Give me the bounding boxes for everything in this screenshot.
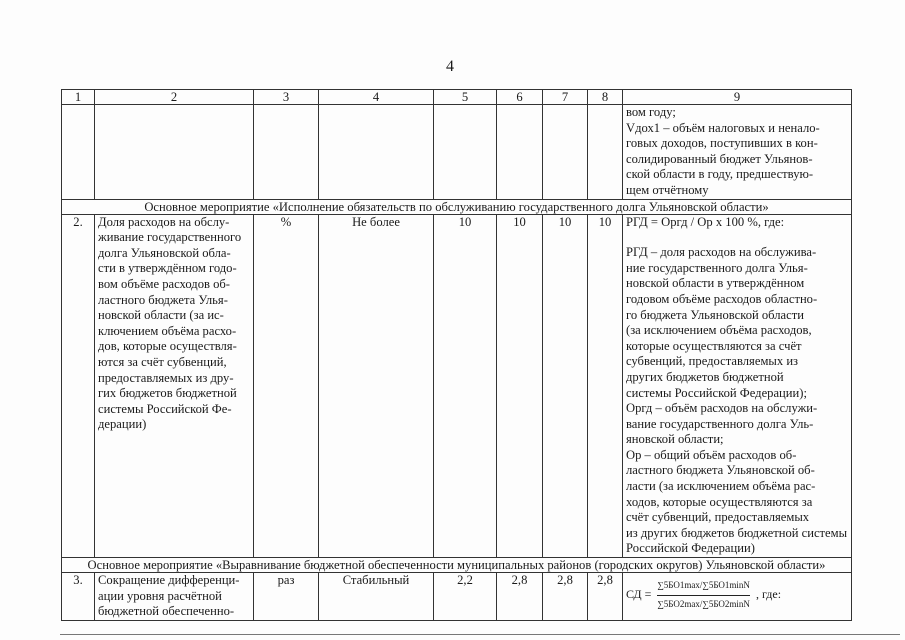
method-description bbox=[623, 573, 852, 621]
header-cell: 9 bbox=[623, 90, 852, 105]
row-number: 3. bbox=[62, 573, 95, 621]
formula: РГД = Оргд / Ор х 100 %, где: bbox=[626, 214, 785, 229]
text-line: гих бюджетов бюджетной bbox=[98, 386, 237, 401]
text-line: солидированный бюджет Ульянов- bbox=[626, 151, 813, 166]
formula-fraction bbox=[657, 578, 750, 612]
section-title: Основное мероприятие «Исполнение обязательств по обслуживанию государственного долга Ульяновской области» bbox=[62, 199, 852, 214]
unit: % bbox=[254, 214, 319, 557]
text-line: ской области в году, предшествую- bbox=[626, 167, 814, 182]
formula-term: ∑5БО2max bbox=[657, 598, 700, 609]
text-line: (за исключением объёма расходов, bbox=[626, 323, 812, 338]
formula-lhs: СД = bbox=[626, 587, 652, 602]
header-cell: 3 bbox=[254, 90, 319, 105]
text-line: РГД – доля расходов на обслужива- bbox=[626, 245, 817, 260]
text-line: ластного бюджета Улья- bbox=[98, 292, 228, 307]
text-line: живание государственного bbox=[98, 230, 242, 245]
header-cell: 4 bbox=[319, 90, 434, 105]
continued-description bbox=[623, 105, 852, 200]
section-title: Основное мероприятие «Выравнивание бюджетной обеспеченности муниципальных районов (городских округов) Ульяновской области» bbox=[62, 558, 852, 573]
table-row bbox=[62, 573, 852, 621]
text-line: системы Российской Фе- bbox=[98, 401, 232, 416]
text-line: Vдох1 – объём налоговых и ненало- bbox=[626, 120, 820, 135]
section-row bbox=[62, 199, 852, 214]
text-line: новской области (за ис- bbox=[98, 308, 224, 323]
header-cell: 8 bbox=[588, 90, 623, 105]
text-line: из других бюджетов бюджетной системы bbox=[626, 525, 848, 540]
text-line: других бюджетов бюджетной bbox=[626, 369, 784, 384]
formula-denominator: ∑5БО2max/∑5БО2minN bbox=[657, 598, 750, 609]
formula-numerator: ∑5БО1max/∑5БО1minN bbox=[657, 579, 750, 590]
header-cell: 5 bbox=[434, 90, 497, 105]
page-number: 4 bbox=[446, 58, 454, 75]
text-line: которые осуществляются за счёт bbox=[626, 338, 802, 353]
formula-suffix: , где: bbox=[755, 587, 782, 602]
formula bbox=[626, 577, 848, 613]
header-cell: 1 bbox=[62, 90, 95, 105]
indicator-name bbox=[95, 573, 254, 621]
text-line: щем отчётному bbox=[626, 182, 709, 197]
table-row bbox=[62, 105, 852, 200]
text-line: яновской области; bbox=[626, 432, 724, 447]
text-line: счёт субвенций, предоставляемых bbox=[626, 510, 810, 525]
text-line: долга Ульяновской обла- bbox=[98, 245, 231, 260]
text-line: Сокращение дифференци- bbox=[98, 573, 240, 588]
value-col7: 2,8 bbox=[543, 573, 588, 621]
condition: Стабильный bbox=[319, 573, 434, 621]
row-number: 2. bbox=[62, 214, 95, 557]
text-line: ключением объёма расхо- bbox=[98, 323, 237, 338]
fraction-bar bbox=[657, 595, 750, 596]
text-line: ходов, которые осуществляются за bbox=[626, 494, 813, 509]
text-line: новской области в утверждённом bbox=[626, 276, 805, 291]
header-row bbox=[62, 90, 852, 105]
text-line: го бюджета Ульяновской области bbox=[626, 307, 804, 322]
text-line: Ор – общий объём расходов об- bbox=[626, 447, 797, 462]
text-line: дерации) bbox=[98, 417, 147, 432]
text-line: ласти (за исключением объёма рас- bbox=[626, 479, 816, 494]
text-line: вом объёме расходов об- bbox=[98, 276, 230, 291]
header-cell: 6 bbox=[497, 90, 543, 105]
value-col5: 2,2 bbox=[434, 573, 497, 621]
text-line: системы Российской Федерации); bbox=[626, 385, 807, 400]
text-line: вом году; bbox=[626, 105, 676, 119]
text-line: бюджетной обеспеченно- bbox=[98, 604, 235, 619]
text-line: Оргд – объём расходов на обслужи- bbox=[626, 401, 818, 416]
formula-term: ∑5БО1minN bbox=[702, 579, 750, 590]
text-line: Российской Федерации) bbox=[626, 541, 755, 556]
text-line: ации уровня расчётной bbox=[98, 588, 222, 603]
text-line: дов, которые осуществля- bbox=[98, 339, 237, 354]
condition: Не более bbox=[319, 214, 434, 557]
text-line: Доля расходов на обслу- bbox=[98, 214, 230, 229]
text-line: говых доходов, поступивших в кон- bbox=[626, 136, 818, 151]
text-line: сти в утверждённом годо- bbox=[98, 261, 237, 276]
unit: раз bbox=[254, 573, 319, 621]
formula-term: ∑5БО2minN bbox=[702, 598, 750, 609]
page-edge-line bbox=[60, 634, 900, 635]
text-line: ластного бюджета Ульяновской об- bbox=[626, 463, 815, 478]
indicator-name bbox=[95, 214, 254, 557]
text-line: ние государственного долга Улья- bbox=[626, 260, 808, 275]
method-description bbox=[623, 214, 852, 557]
indicators-table bbox=[61, 89, 852, 621]
value-col6: 10 bbox=[497, 214, 543, 557]
value-col5: 10 bbox=[434, 214, 497, 557]
value-col7: 10 bbox=[543, 214, 588, 557]
value-col8: 2,8 bbox=[588, 573, 623, 621]
text-line: предоставляемых из дру- bbox=[98, 370, 234, 385]
formula-term: ∑5БО1max bbox=[657, 579, 700, 590]
header-cell: 7 bbox=[543, 90, 588, 105]
table-row bbox=[62, 214, 852, 557]
text-line: ются за счёт субвенций, bbox=[98, 354, 227, 369]
value-col8: 10 bbox=[588, 214, 623, 557]
value-col6: 2,8 bbox=[497, 573, 543, 621]
text-line: вание государственного долга Уль- bbox=[626, 416, 814, 431]
section-row bbox=[62, 558, 852, 573]
text-line: годовом объёме расходов областно- bbox=[626, 291, 818, 306]
header-cell: 2 bbox=[95, 90, 254, 105]
text-line: субвенций, предоставляемых из bbox=[626, 354, 799, 369]
